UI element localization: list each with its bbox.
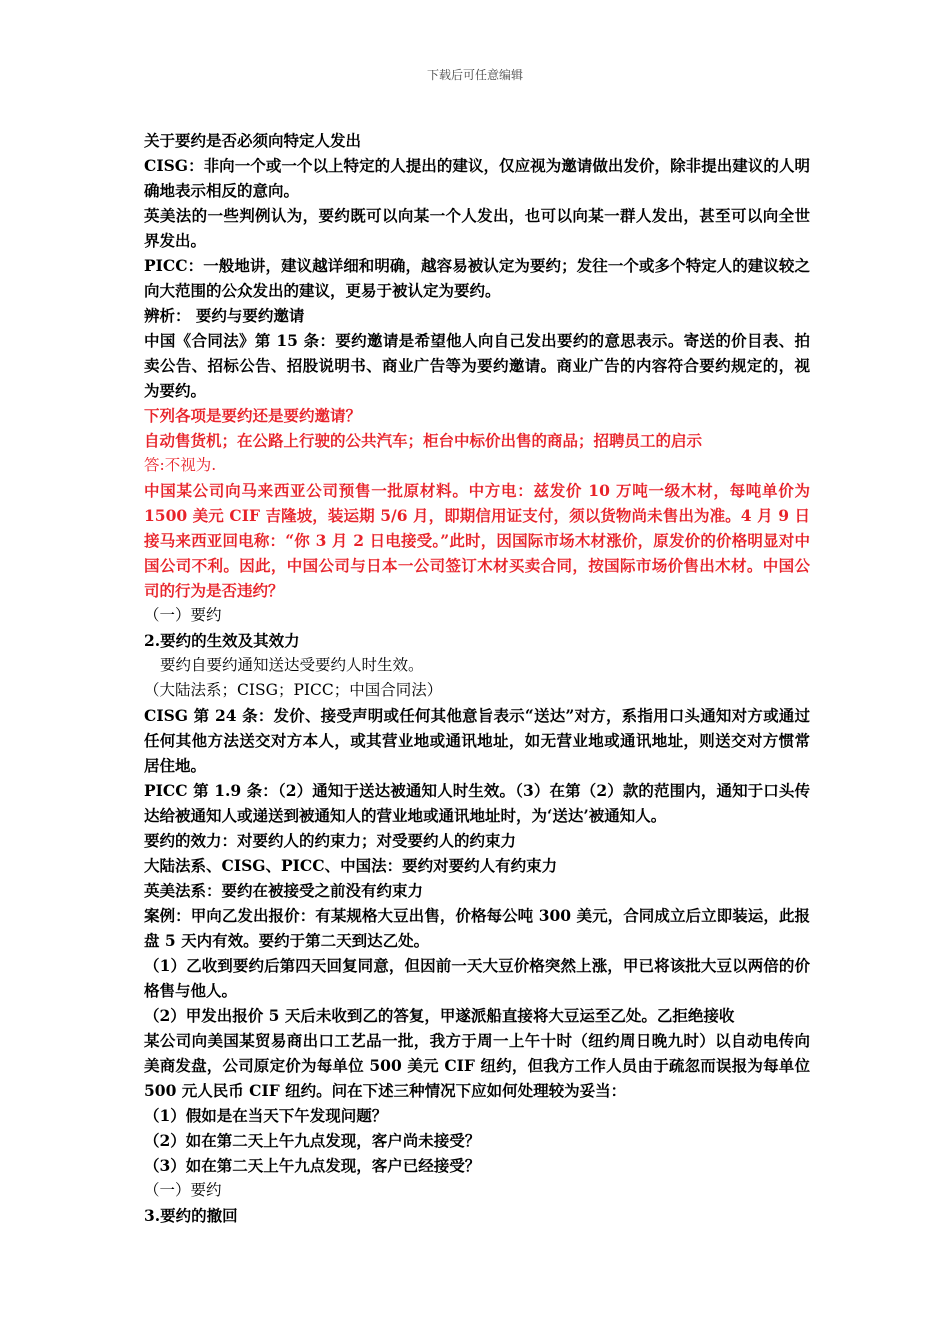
paragraph-crafts-q3: （3）如在第二天上午九点发现，客户已经接受？ bbox=[144, 1156, 481, 1175]
paragraph-civil-law-binding: 大陆法系、CISG、PICC、中国法：要约对要约人有约束力 bbox=[144, 856, 558, 875]
section-heading-withdrawal: 3.要约的撤回 bbox=[144, 1206, 238, 1225]
paragraph-cisg-proposal: CISG：非向一个或一个以上特定的人提出的建议，仅应视为邀请做出发价，除非提出建议的人明确地表示相反的意向。 bbox=[144, 156, 810, 200]
paragraph-cisg-24: CISG 第 24 条：发价、接受声明或任何其他意旨表示“送达”对方，系指用口头通知对方或通过任何其他方法送交对方本人，或其营业地或通讯地址，如无营业地或通讯地址，则送交对方惯常居住地。 bbox=[144, 706, 810, 775]
paragraph-contract-law-15: 中国《合同法》第 15 条：要约邀请是希望他人向自己发出要约的意思表示。寄送的价目表、拍卖公告、招标公告、招股说明书、商业广告等为要约邀请。商业广告的内容符合要约规定的，视为要约。 bbox=[144, 331, 810, 400]
paragraph-picc-proposal: PICC：一般地讲，建议越详细和明确，越容易被认定为要约；发往一个或多个特定人的建议较之向大范围的公众发出的建议，更易于被认定为要约。 bbox=[144, 256, 810, 300]
paragraph-timber-case: 中国某公司向马来西亚公司预售一批原材料。中方电：兹发价 10 万吨一级木材，每吨单价为 1500 美元 CIF 吉隆坡，装运期 5/6 月，即期信用证支付，须以货物尚未售出为准。4 月 9 日接马来西亚回电称：“你 3 月 2 日电接受。”此时，因国际市场木材涨价，原发价的价格明显对中国公司不利。因此，中国公司与日本一公司签订木材买卖合同，按国际市场价售出木材。中国公司的行为是否违约？ bbox=[144, 481, 810, 600]
paragraph-question: 下列各项是要约还是要约邀请？ bbox=[144, 406, 362, 425]
section-label-offer: （一）要约 bbox=[144, 606, 222, 624]
section-label-offer-2: （一）要约 bbox=[144, 1181, 222, 1199]
paragraph-crafts-q1: （1）假如是在当天下午发现问题？ bbox=[144, 1106, 388, 1125]
paragraph-common-law-cases: 英美法的一些判例认为，要约既可以向某一个人发出，也可以向某一群人发出，甚至可以向全世界发出。 bbox=[144, 206, 810, 250]
document-body bbox=[144, 128, 810, 1228]
paragraph-crafts-case: 某公司向美国某贸易商出口工艺品一批，我方于周一上午十时（纽约周日晚九时）以自动电传向美商发盘，公司原定价为每单位 500 美元 CIF 纽约，但我方工作人员由于疏忽而误报为每单位 500 元人民币 CIF 纽约。问在下述三种情况下应如何处理较为妥当： bbox=[144, 1031, 810, 1100]
paragraph-offer-effective: 要约自要约通知送达受要约人时生效。 bbox=[160, 656, 424, 674]
paragraph-question-items: 自动售货机；在公路上行驶的公共汽车；柜台中标价出售的商品；招聘员工的启示 bbox=[144, 431, 703, 450]
page-header: 下载后可任意编辑 bbox=[426, 68, 523, 82]
section-heading-effectiveness: 2.要约的生效及其效力 bbox=[144, 631, 300, 650]
paragraph-heading-specific-person: 关于要约是否必须向特定人发出 bbox=[144, 131, 362, 150]
paragraph-soybean-q2: （2）甲发出报价 5 天后未收到乙的答复，甲遂派船直接将大豆运至乙处。乙拒绝接收 bbox=[144, 1006, 735, 1025]
paragraph-answer: 答:不视为. bbox=[144, 456, 217, 474]
paragraph-soybean-q1: （1）乙收到要约后第四天回复同意，但因前一天大豆价格突然上涨，甲已将该批大豆以两倍的价格售与他人。 bbox=[144, 956, 810, 1000]
paragraph-legal-systems: （大陆法系；CISG；PICC；中国合同法） bbox=[144, 681, 443, 699]
paragraph-offer-binding-force: 要约的效力：对要约人的约束力；对受要约人的约束力 bbox=[144, 831, 517, 850]
paragraph-picc-1-9: PICC 第 1.9 条：（2）通知于送达被通知人时生效。（3）在第（2）款的范围内，通知于口头传达给被通知人或递送到被通知人的营业地或通讯地址时，为‘送达’被通知人。 bbox=[144, 781, 810, 825]
paragraph-soybean-case: 案例：甲向乙发出报价：有某规格大豆出售，价格每公吨 300 美元，合同成立后立即装运，此报盘 5 天内有效。要约于第二天到达乙处。 bbox=[144, 906, 810, 950]
paragraph-common-law-binding: 英美法系：要约在被接受之前没有约束力 bbox=[144, 881, 424, 900]
paragraph-distinction: 辨析： 要约与要约邀请 bbox=[144, 306, 305, 325]
paragraph-crafts-q2: （2）如在第二天上午九点发现，客户尚未接受？ bbox=[144, 1131, 481, 1150]
